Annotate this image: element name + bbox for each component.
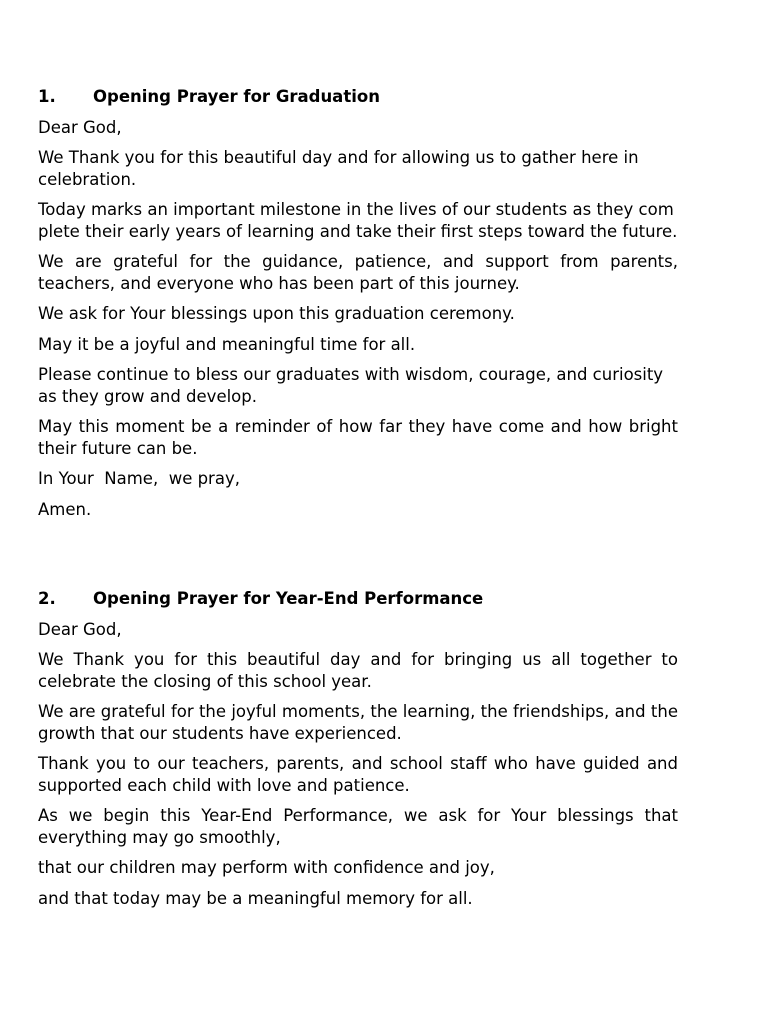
paragraph-closing: In Your Name, we pray,: [38, 469, 240, 488]
section-title: Opening Prayer for Year-End Performance: [93, 589, 484, 608]
section-heading: [38, 86, 678, 108]
section-year-end-prayer: [38, 588, 678, 918]
paragraph: Please continue to bless our graduates with wisdom, courage, and curiosity as they grow and develop.: [38, 365, 664, 406]
section-number: 2.: [38, 589, 56, 608]
paragraph-salutation: Dear God,: [38, 117, 122, 137]
paragraph: and that today may be a meaningful memory for all.: [38, 888, 473, 908]
paragraph: We Thank you for this beautiful day and for bringing us all together to celebrate the closing of this school year.: [38, 650, 678, 691]
paragraph: May this moment be a reminder of how far they have come and how bright their future can be.: [38, 417, 678, 458]
paragraph: As we begin this Year-End Performance, we ask for Your blessings that everything may go smoothly,: [38, 806, 678, 847]
paragraph: We ask for Your blessings upon this graduation ceremony.: [38, 304, 515, 323]
paragraph: that our children may perform with confidence and joy,: [38, 858, 495, 877]
paragraph: May it be a joyful and meaningful time for all.: [38, 334, 416, 354]
section-title: Opening Prayer for Graduation: [93, 87, 380, 106]
section-number: 1.: [38, 87, 56, 106]
paragraph: We Thank you for this beautiful day and for allowing us to gather here in celebration.: [38, 148, 639, 189]
section-graduation-prayer: [38, 86, 678, 529]
paragraph: Thank you to our teachers, parents, and school staff who have guided and supported each child with love and patience.: [38, 754, 678, 795]
paragraph: We are grateful for the guidance, patience, and support from parents, teachers, and everyone who has been part of this journey.: [38, 252, 678, 293]
paragraph: Today marks an important milestone in the lives of our students as they complete their early years of learning and take their first steps toward the future.: [38, 200, 678, 241]
paragraph-salutation: Dear God,: [38, 619, 122, 639]
section-heading: [38, 588, 678, 610]
paragraph-amen: Amen.: [38, 499, 92, 519]
paragraph: We are grateful for the joyful moments, the learning, the friendships, and the growth that our students have experienced.: [38, 702, 678, 743]
